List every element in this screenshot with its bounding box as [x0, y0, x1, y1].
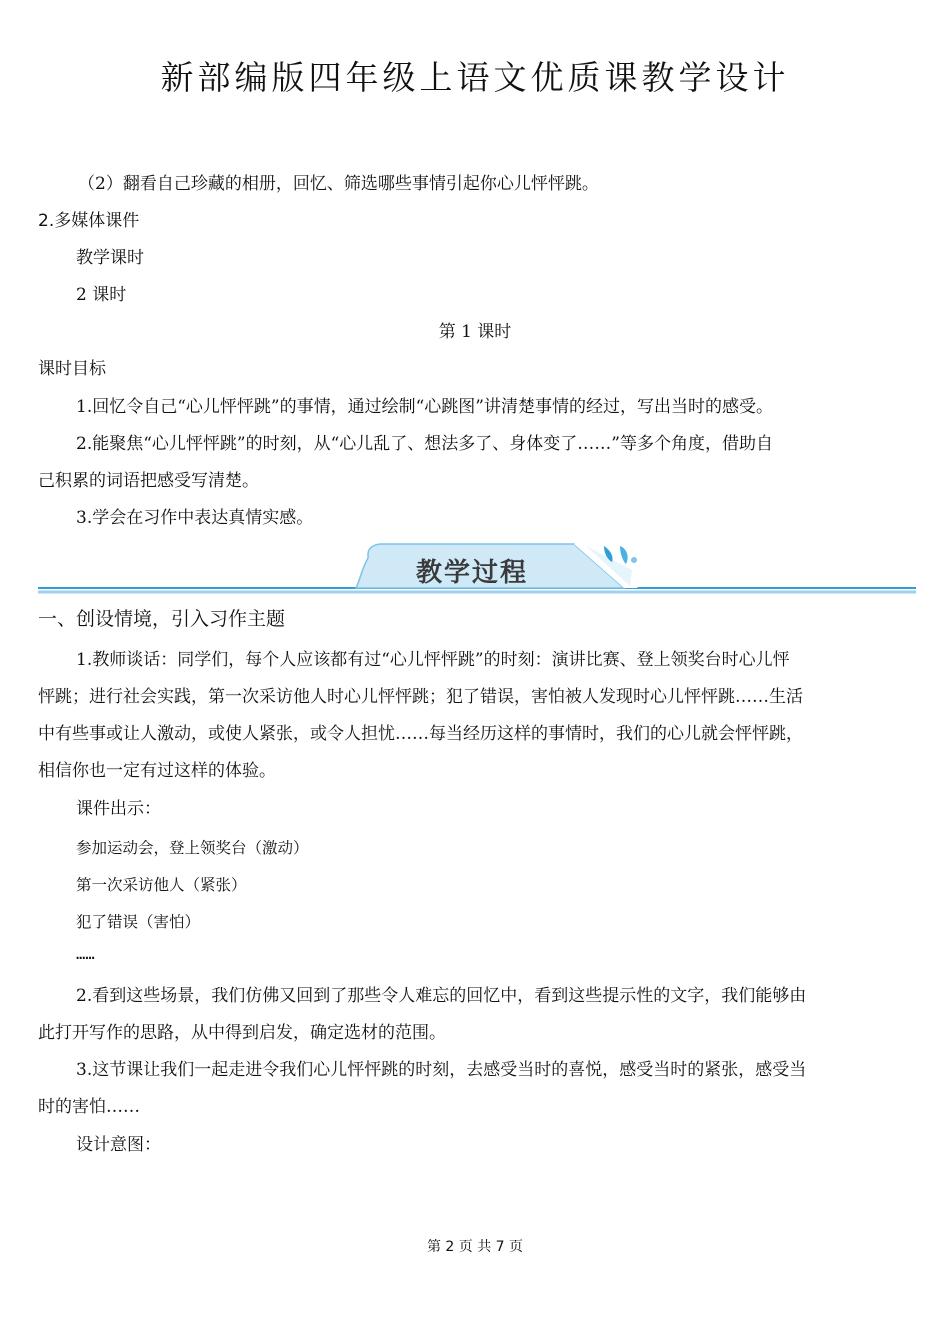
paragraph-3-line: 3.这节课让我们一起走进令我们心儿怦怦跳的时刻，去感受当时的喜悦，感受当时的紧张，感受当: [76, 1060, 807, 1080]
courseware-item: ……: [76, 945, 95, 963]
paragraph-2-line: 此打开写作的思路，从中得到启发，确定选材的范围。: [38, 1023, 446, 1043]
goal-3: 3.学会在习作中表达真情实感。: [76, 508, 314, 528]
courseware-item: 第一次采访他人（紧张）: [76, 876, 247, 894]
periods-value: 2 课时: [76, 285, 127, 305]
paragraph-3-line: 时的害怕……: [38, 1097, 140, 1117]
goal-2-line-2: 己积累的词语把感受写清楚。: [38, 471, 259, 491]
courseware-label: 课件出示：: [76, 799, 161, 819]
section-1-heading: 一、创设情境，引入习作主题: [38, 608, 286, 630]
paragraph-1-line: 1.教师谈话：同学们，每个人应该都有过“心儿怦怦跳”的时刻：演讲比赛、登上领奖台时心儿怦: [76, 650, 790, 670]
page-footer: 第 2 页 共 7 页: [426, 1239, 524, 1255]
paragraph-1-line: 怦跳；进行社会实践，第一次采访他人时心儿怦怦跳；犯了错误，害怕被人发现时心儿怦怦跳……生活: [38, 687, 803, 707]
courseware-item: 参加运动会，登上领奖台（激动）: [76, 839, 309, 857]
periods-label: 教学课时: [76, 248, 144, 268]
prep-item-2: （2）翻看自己珍藏的相册，回忆、筛选哪些事情引起你心儿怦怦跳。: [78, 174, 599, 194]
goal-1: 1.回忆令自己“心儿怦怦跳”的事情，通过绘制“心跳图”讲清楚事情的经过，写出当时的感受。: [76, 397, 773, 417]
page-title: 新部编版四年级上语文优质课教学设计: [160, 58, 790, 97]
multimedia-heading: 2.多媒体课件: [38, 211, 140, 231]
courseware-item: 犯了错误（害怕）: [76, 913, 201, 931]
paragraph-2-line: 2.看到这些场景，我们仿佛又回到了那些令人难忘的回忆中，看到这些提示性的文字，我们能够由: [76, 986, 807, 1006]
paragraph-1-line: 相信你也一定有过这样的体验。: [38, 761, 276, 781]
design-intent-label: 设计意图：: [76, 1135, 161, 1155]
banner-label: 教学过程: [415, 558, 528, 588]
goals-heading: 课时目标: [38, 359, 106, 379]
lesson-heading: 第 1 课时: [438, 322, 512, 342]
goal-2-line-1: 2.能聚焦“心儿怦怦跳”的时刻，从“心儿乱了、想法多了、身体变了……”等多个角度，借助自: [76, 434, 773, 454]
paragraph-1-line: 中有些事或让人激动，或使人紧张，或令人担忧……每当经历这样的事情时，我们的心儿就会怦怦跳，: [38, 724, 803, 744]
